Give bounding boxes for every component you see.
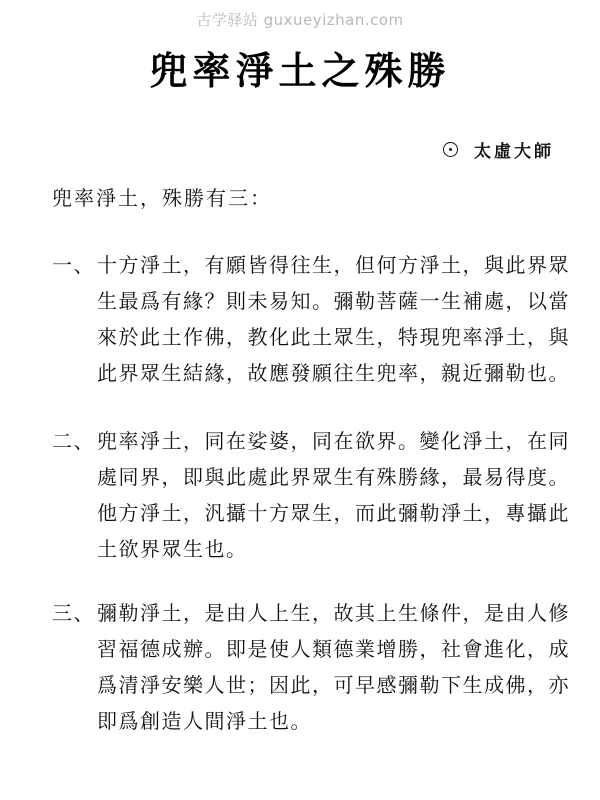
text-line: 土欲界眾生也。 <box>97 537 248 561</box>
page-title: 兜率淨土之殊勝 <box>149 49 451 93</box>
intro-text: 兜率淨土，殊勝有三： <box>52 186 272 210</box>
text-line: 爲清淨安樂人世；因此，可早感彌勒下生成佛，亦 <box>97 673 570 697</box>
point-number: 一、 <box>52 253 95 277</box>
point-3 <box>52 595 572 739</box>
text-line: 他方淨土，汎攝十方眾生，而此彌勒淨土，專攝此 <box>97 501 570 525</box>
text-line: 習福德成辦。即是使人類德業增勝，社會進化，成 <box>97 637 570 661</box>
text-line: 即爲創造人間淨土也。 <box>97 709 312 733</box>
text-line: 生最爲有緣？則未易知。彌勒菩薩一生補處，以當 <box>97 289 570 313</box>
point-2 <box>52 423 572 567</box>
text-line: 來於此土作佛，教化此土眾生，特現兜率淨土，與 <box>97 325 570 349</box>
text-line: 十方淨土，有願皆得往生，但何方淨土，與此界眾 <box>97 253 570 277</box>
point-1 <box>52 247 572 391</box>
watermark: 古学驿站 guxueyizhan.com <box>196 11 404 29</box>
text-line: 處同界，即與此處此界眾生有殊勝緣，最易得度。 <box>97 465 570 489</box>
text-line: 此界眾生結緣，故應發願往生兜率，親近彌勒也。 <box>97 361 570 385</box>
point-body <box>97 595 572 739</box>
author-name: 太虛大師 <box>474 142 554 162</box>
text-line: 兜率淨土，同在娑婆，同在欲界。變化淨土，在同 <box>97 429 570 453</box>
point-number: 三、 <box>52 601 95 625</box>
point-body <box>97 247 572 391</box>
point-body <box>97 423 572 567</box>
circle-dot-icon <box>443 142 458 157</box>
author-line <box>443 137 554 162</box>
point-number: 二、 <box>52 429 95 453</box>
text-line: 彌勒淨土，是由人上生，故其上生條件，是由人修 <box>97 601 570 625</box>
